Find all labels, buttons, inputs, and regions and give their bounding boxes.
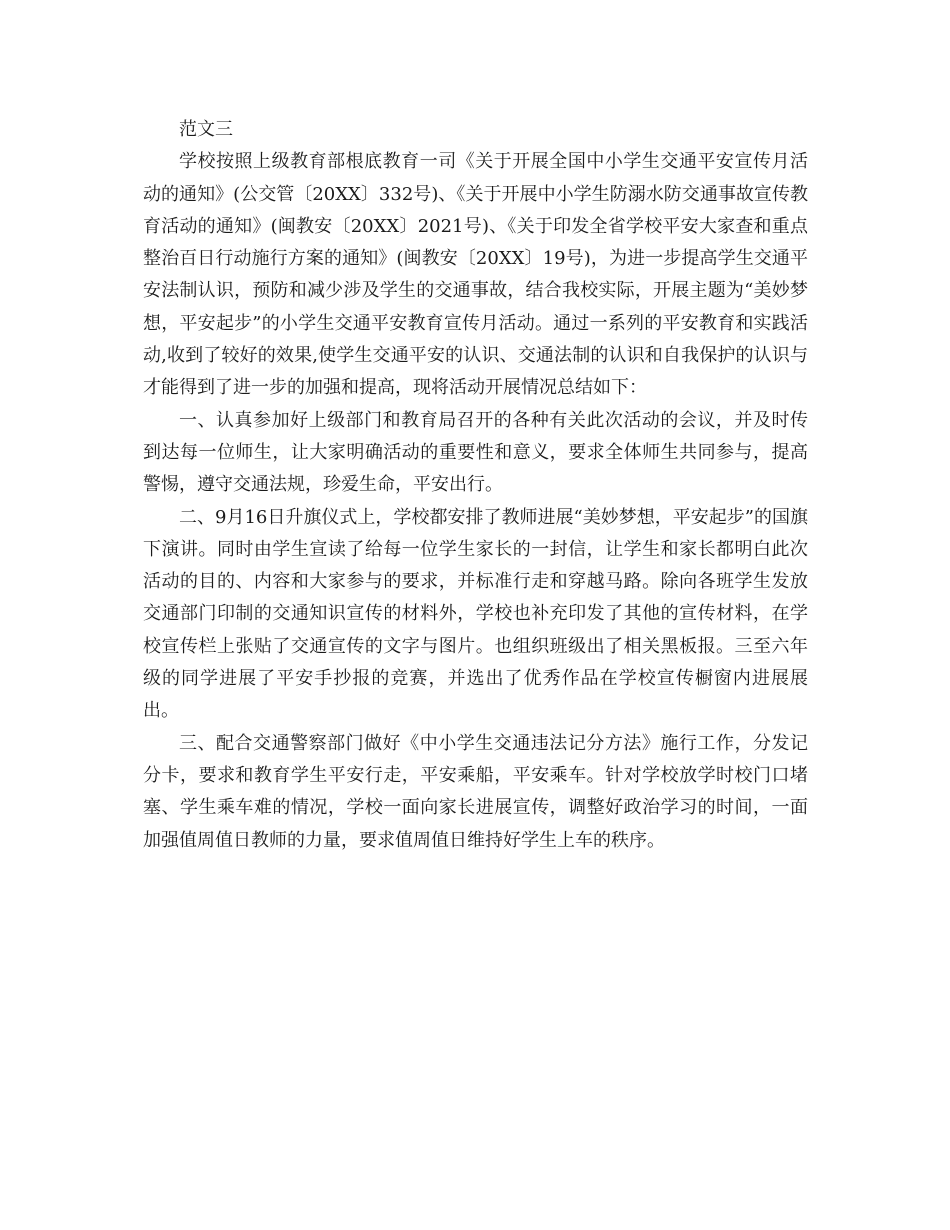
paragraph-item-1: 一、认真参加好上级部门和教育局召开的各种有关此次活动的会议，并及时传到达每一位师生，让大家明确活动的重要性和意义，要求全体师生共同参与，提高警惕，遵守交通法规，珍爱生命，平安出行。: [143, 409, 808, 496]
paragraph-item-3: 三、配合交通警察部门做好《中小学生交通违法记分方法》施行工作，分发记分卡，要求和教育学生平安行走，平安乘船，平安乘车。针对学校放学时校门口堵塞、学生乘车难的情况，学校一面向家长进展宣传，调整好政治学习的时间，一面加强值周值日教师的力量，要求值周值日维持好学生上车的秩序。: [143, 732, 808, 851]
paragraph-item-2: 二、9月16日升旗仪式上，学校都安排了教师进展“美妙梦想，平安起步”的国旗下演讲。同时由学生宣读了给每一位学生家长的一封信，让学生和家长都明白此次活动的目的、内容和大家参与的要求，并标准行走和穿越马路。除向各班学生发放交通部门印制的交通知识宣传的材料外，学校也补充印发了其他的宣传材料，在学校宣传栏上张贴了交通宣传的文字与图片。也组织班级出了相关黑板报。三至六年级的同学进展了平安手抄报的竞赛，并选出了优秀作品在学校宣传橱窗内进展展出。: [143, 506, 808, 722]
document-body: [143, 114, 808, 857]
section-heading: 范文三: [179, 119, 233, 140]
paragraph-intro: 学校按照上级教育部根底教育一司《关于开展全国中小学生交通平安宣传月活动的通知》(公交管〔20XX〕332号)、《关于开展中小学生防溺水防交通事故宣传教育活动的通知》(闽教安〔20XX〕2021号)、《关于印发全省学校平安大家查和重点整治百日行动施行方案的通知》(闽教安〔20XX〕19号)，为进一步提高学生交通平安法制认识，预防和减少涉及学生的交通事故，结合我校实际，开展主题为“美妙梦想，平安起步”的小学生交通平安教育宣传月活动。通过一系列的平安教育和实践活动,收到了较好的效果,使学生交通平安的认识、交通法制的认识和自我保护的认识与才能得到了进一步的加强和提高，现将活动开展情况总结如下：: [143, 151, 808, 399]
